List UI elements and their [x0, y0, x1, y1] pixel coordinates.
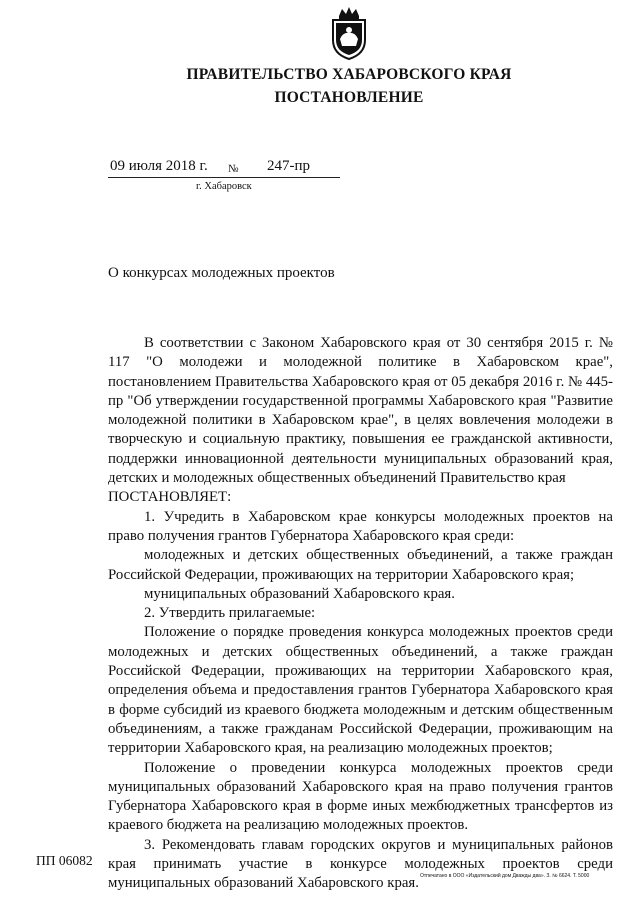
item-3: 3. Рекомендовать главам городских округов и муниципальных районов края принимать участие в конкурсе молодежных проектов среди муниципальных образований Хабаровского края.: [108, 836, 613, 892]
document-body: [108, 334, 613, 894]
item-1-a: молодежных и детских общественных объединений, а также граждан Российской Федерации, проживающих на территории Хабаровского края;: [108, 547, 613, 583]
item-2-b: Положение о проведении конкурса молодежных проектов среди муниципальных образований Хабаровского края на право получения грантов Губернатора Хабаровского края в форме иных межбюджетных трансфертов из краевого бюджета на реализацию молодежных проектов.: [108, 759, 613, 834]
item-2-a: Положение о порядке проведения конкурса молодежных проектов среди молодежных и детских общественных объединений, а также граждан Российской Федерации, проживающих на территории Хабаровского края, определения объема и предоставления грантов Губернатора Хабаровского края в форме субсидий из краевого бюджета молодежным и детским общественным объединениям, а также гражданам Российской Федерации, проживающим на территории Хабаровского края, на реализацию молодежных проектов;: [108, 624, 613, 757]
item-2: 2. Утвердить прилагаемые:: [144, 605, 316, 622]
preamble-paragraph: В соответствии с Законом Хабаровского края от 30 сентября 2015 г. № 117 "О молодежи и молодежной политике в Хабаровском крае", постановлением Правительства Хабаровского края от 05 декабря 2016 г. № 445-пр "Об утверждении государственной программы Хабаровского края "Развитие молодежной политики в Хабаровском крае", в целях вовлечения молодежи в творческую и социальную практику, повышения ее гражданской активности, поддержки инновационной деятельности муниципальных образований края, детских и молодежных общественных объединений Правительство края: [108, 335, 613, 487]
khabarovsk-coat-of-arms-icon: [329, 6, 369, 60]
number-sign: №: [228, 163, 239, 175]
footer-print-info: Отпечатано в ООО «Издательский дом Дважды два». З. № 6624. Т. 5000: [420, 873, 590, 879]
item-1-b: муниципальных образований Хабаровского края.: [144, 585, 455, 602]
footer-code: ПП 06082: [36, 853, 93, 868]
item-1: 1. Учредить в Хабаровском крае конкурсы молодежных проектов на право получения грантов Губернатора Хабаровского края среди:: [108, 508, 613, 544]
document-number: 247-пр: [267, 158, 311, 174]
decree-word: ПОСТАНОВЛЯЕТ:: [108, 489, 232, 506]
government-title: ПРАВИТЕЛЬСТВО ХАБАРОВСКОГО КРАЯ: [186, 66, 512, 83]
document-date: 09 июля 2018 г.: [110, 158, 208, 174]
date-underline: [108, 177, 340, 178]
document-type: ПОСТАНОВЛЕНИЕ: [274, 89, 424, 106]
document-city: г. Хабаровск: [196, 181, 252, 192]
document-subject: О конкурсах молодежных проектов: [108, 265, 335, 281]
